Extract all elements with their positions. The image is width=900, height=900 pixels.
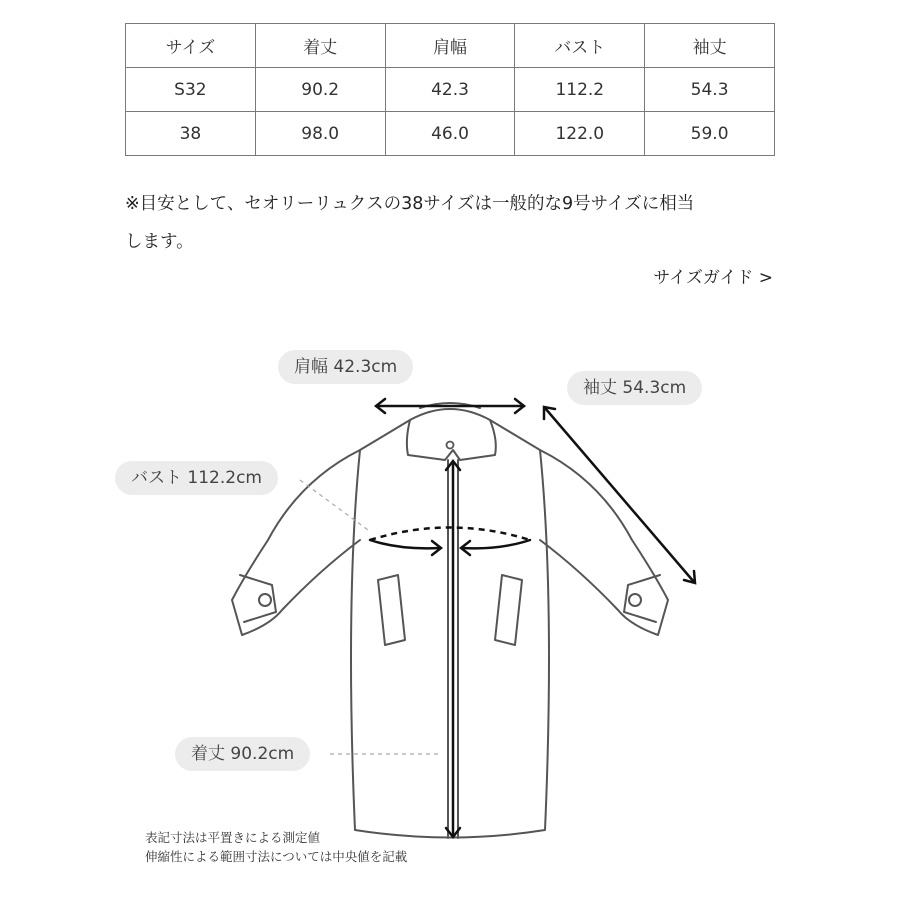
- size-note-line-1: ※目安として、セオリーリュクスの38サイズは一般的な9号サイズに相当: [125, 194, 695, 214]
- header-size: サイズ: [126, 24, 256, 68]
- left-cuff-button: [259, 594, 271, 606]
- table-cell: 59.0: [645, 112, 775, 156]
- sleeve-label: 袖丈 54.3cm: [567, 371, 702, 405]
- table-cell: S32: [126, 68, 256, 112]
- caption-line-2: 伸縮性による範囲寸法については中央値を記載: [145, 849, 408, 864]
- table-cell: 98.0: [255, 112, 385, 156]
- table-cell: 122.0: [515, 112, 645, 156]
- table-cell: 38: [126, 112, 256, 156]
- size-guide-link[interactable]: サイズガイド >: [653, 268, 773, 288]
- right-cuff-button: [629, 594, 641, 606]
- table-cell: 42.3: [385, 68, 515, 112]
- coat-outline: [232, 403, 668, 838]
- header-shoulder: 肩幅: [385, 24, 515, 68]
- table-cell: 90.2: [255, 68, 385, 112]
- length-label: 着丈 90.2cm: [175, 737, 310, 771]
- shoulder-arrow: [376, 399, 524, 413]
- sleeve-arrow: [544, 407, 695, 583]
- leader-lines: [300, 480, 440, 754]
- size-note-line-2: します。: [125, 232, 194, 252]
- table-cell: 54.3: [645, 68, 775, 112]
- collar-button: [447, 442, 454, 449]
- header-sleeve: 袖丈: [645, 24, 775, 68]
- shoulder-label: 肩幅 42.3cm: [278, 350, 413, 384]
- header-bust: バスト: [515, 24, 645, 68]
- bust-label: バスト 112.2cm: [115, 461, 278, 495]
- measurement-caption: [145, 828, 407, 866]
- bust-dashed-line: [370, 528, 530, 541]
- bust-arrows: [370, 540, 530, 555]
- table-cell: 112.2: [515, 68, 645, 112]
- table-cell: 46.0: [385, 112, 515, 156]
- caption-line-1: 表記寸法は平置きによる測定値: [145, 830, 321, 845]
- header-length: 着丈: [255, 24, 385, 68]
